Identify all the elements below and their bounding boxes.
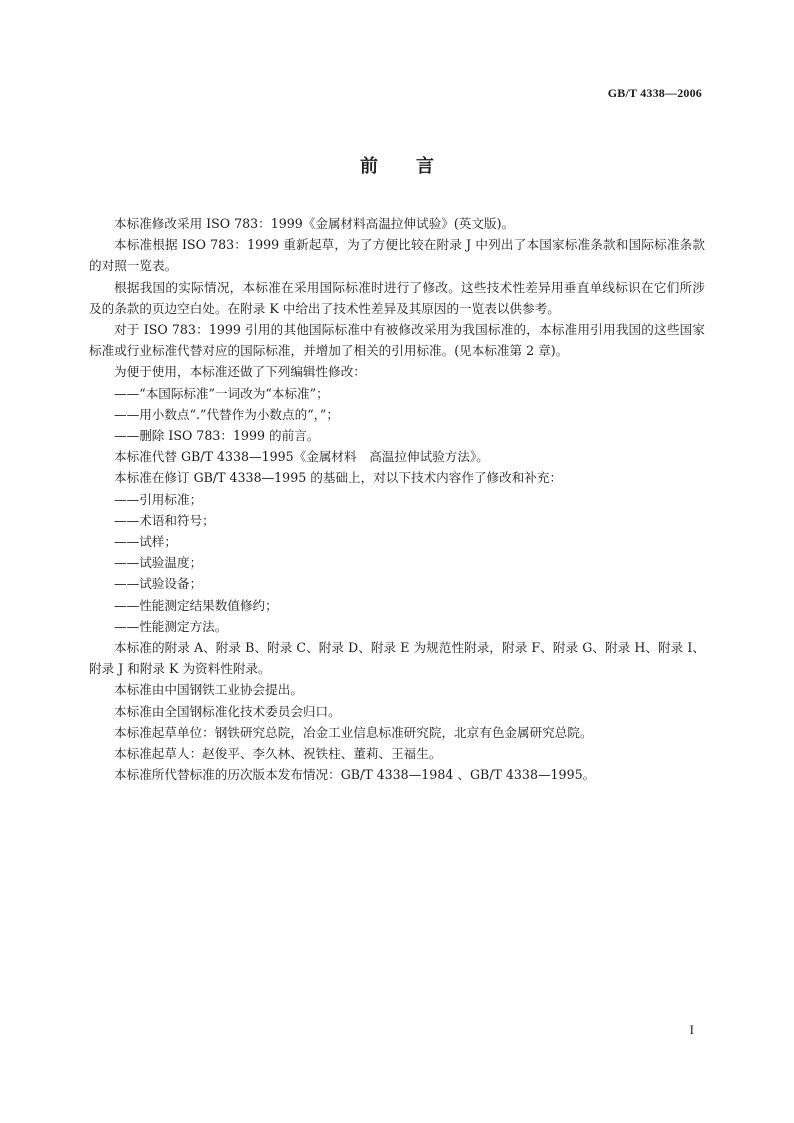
- paragraph-redrafting: 本标准根据 ISO 783：1999 重新起草，为了方便比较在附录 J 中列出了本国家标准条款和国际标准条款的对照一览表。: [89, 237, 705, 274]
- page-number: I: [689, 1022, 694, 1037]
- list-item: ——性能测定结果数值修约；: [114, 597, 278, 613]
- list-item: ——试验温度；: [114, 555, 203, 571]
- paragraph-drafters: 本标准起草人：赵俊平、李久林、祝铁柱、董莉、王福生。: [114, 746, 442, 762]
- paragraph-referenced-standards: 对于 ISO 783：1999 引用的其他国际标准中有被修改采用为我国标准的，本标准用引用我国的这些国家标准或行业标准代替对应的国际标准，并增加了相关的引用标准。(见本标准第 2 章)。: [89, 322, 705, 359]
- paragraph-editorial-intro: 为便于使用，本标准还做了下列编辑性修改：: [114, 364, 366, 380]
- paragraph-modifications: 根据我国的实际情况，本标准在采用国际标准时进行了修改。这些技术性差异用垂直单线标识在它们所涉及的条款的页边空白处。在附录 K 中给出了技术性差异及其原因的一览表以供参考。: [89, 279, 705, 316]
- paragraph-drafting-units: 本标准起草单位：钢铁研究总院，冶金工业信息标准研究院，北京有色金属研究总院。: [114, 724, 593, 740]
- foreword-body: [89, 213, 705, 785]
- paragraph-proposed-by: 本标准由中国钢铁工业协会提出。: [114, 682, 303, 698]
- paragraph-technical-changes-intro: 本标准在修订 GB/T 4338—1995 的基础上，对以下技术内容作了修改和补充：: [114, 470, 563, 486]
- list-item: ——用小数点“.”代替作为小数点的“，”；: [114, 406, 339, 422]
- list-item: ——试验设备；: [114, 576, 203, 592]
- paragraph-previous-editions: 本标准所代替标准的历次版本发布情况：GB/T 4338—1984 、GB/T 4338—1995。: [114, 767, 596, 783]
- paragraph-replaces: 本标准代替 GB/T 4338—1995《金属材料 高温拉伸试验方法》。: [114, 449, 489, 465]
- list-item: ——试样；: [114, 534, 177, 550]
- standard-code: GB/T 4338—2006: [607, 86, 702, 100]
- list-item: ——引用标准；: [114, 491, 203, 507]
- list-item: ——“本国际标准”一词改为“本标准”；: [114, 385, 329, 401]
- paragraph-adoption: 本标准修改采用 ISO 783：1999《金属材料高温拉伸试验》(英文版)。: [114, 216, 515, 231]
- list-item: ——术语和符号；: [114, 512, 215, 528]
- page-title: 前言: [360, 156, 472, 177]
- paragraph-under-jurisdiction: 本标准由全国钢标准化技术委员会归口。: [114, 703, 341, 719]
- list-item: ——删除 ISO 783：1999 的前言。: [114, 428, 320, 444]
- paragraph-annexes: 本标准的附录 A、附录 B、附录 C、附录 D、附录 E 为规范性附录，附录 F、附录 G、附录 H、附录 I、附录 J 和附录 K 为资料性附录。: [89, 640, 705, 677]
- list-item: ——性能测定方法。: [114, 618, 228, 634]
